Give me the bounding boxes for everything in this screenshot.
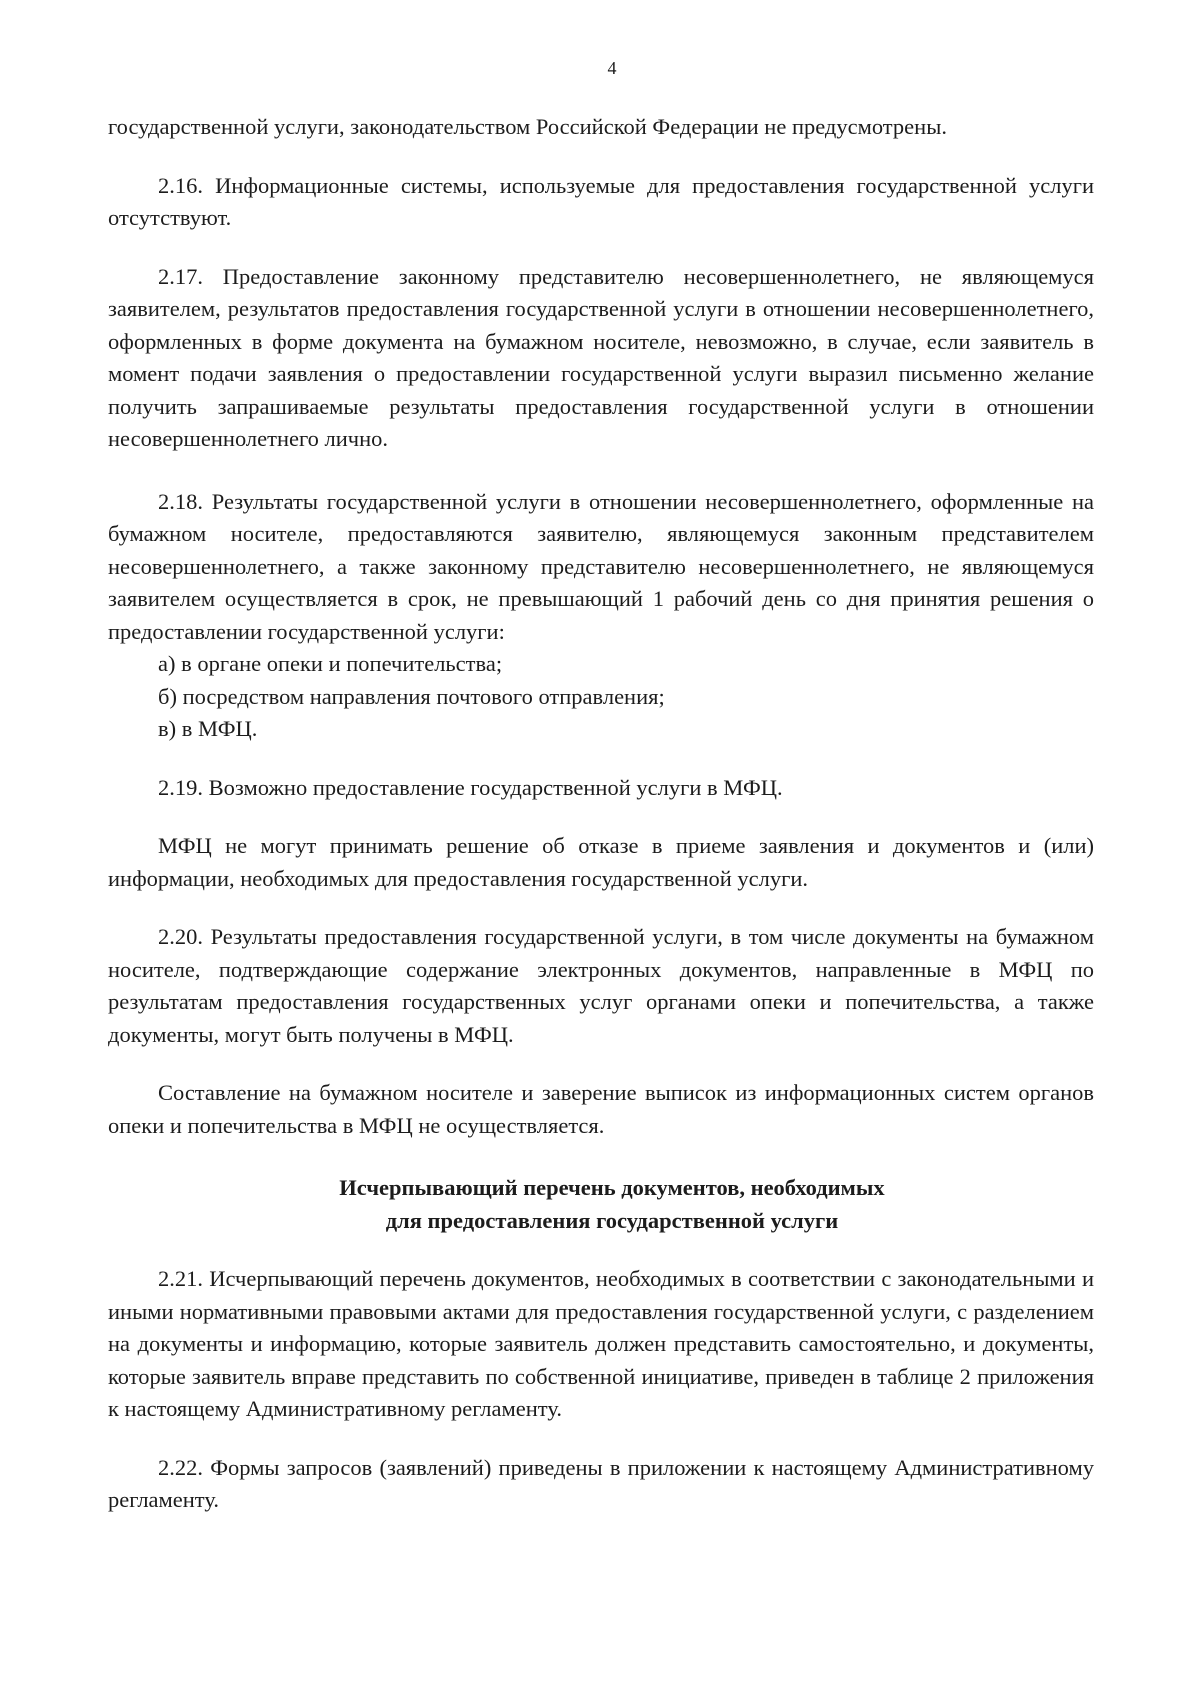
paragraph-2-20: 2.20. Результаты предоставления государственной услуги, в том числе документы на бумажном носителе, подтверждающие содержание электронных документов, направленные в МФЦ по результатам предоставления государственных услуг органами опеки и попечительства, а также документы, могут быть получены в МФЦ. [108,924,1094,1047]
list-item-c: в) в МФЦ. [158,716,258,741]
paragraph-2-16: 2.16. Информационные системы, используемые для предоставления государственной услуги отсутствуют. [108,172,1094,230]
paragraph-2-18: 2.18. Результаты государственной услуги в отношении несовершеннолетнего, оформленные на бумажном носителе, предоставляются заявителю, являющемуся законным представителем несовершеннолетнего, а также законному представителю несовершеннолетнего, не являющемуся заявителем осуществляется в срок, не превышающий 1 рабочий день со дня принятия решения о предоставлении государственной услуги: [108,488,1094,644]
section-heading-line-1: Исчерпывающий перечень документов, необходимых [339,1175,885,1200]
list-item-a: а) в органе опеки и попечительства; [158,651,503,676]
list-item-b: б) посредством направления почтового отправления; [158,683,665,709]
paragraph-2-22: 2.22. Формы запросов (заявлений) приведены в приложении к настоящему Административному регламенту. [108,1454,1094,1512]
paragraph-2-19: 2.19. Возможно предоставление государственной услуги в МФЦ. [158,774,783,800]
paragraph-extracts: Составление на бумажном носителе и заверение выписок из информационных систем органов опеки и попечительства в МФЦ не осуществляется. [108,1080,1094,1138]
paragraph-2-21: 2.21. Исчерпывающий перечень документов, необходимых в соответствии с законодательными и иными нормативными правовыми актами для предоставления государственной услуги, с разделением на документы и информацию, которые заявитель должен представить самостоятельно, и документы, которые заявитель вправе представить по собственной инициативе, приведен в таблице 2 приложения к настоящему Административному регламенту. [108,1266,1094,1421]
page-number: 4 [607,58,617,78]
section-heading-line-2: для предоставления государственной услуги [385,1207,839,1233]
paragraph-2-17: 2.17. Предоставление законному представителю несовершеннолетнего, не являющемуся заявителем, результатов предоставления государственной услуги в отношении несовершеннолетнего, оформленных в форме документа на бумажном носителе, невозможно, в случае, если заявитель в момент подачи заявления о предоставлении государственной услуги выразил письменно желание получить запрашиваемые результаты предоставления государственной услуги в отношении несовершеннолетнего лично. [108,263,1094,451]
document-page [108,58,1094,1517]
paragraph-mfc-refusal: МФЦ не могут принимать решение об отказе в приеме заявления и документов и (или) информации, необходимых для предоставления государственной услуги. [108,833,1094,891]
paragraph-continuation: государственной услуги, законодательством Российской Федерации не предусмотрены. [108,114,947,139]
